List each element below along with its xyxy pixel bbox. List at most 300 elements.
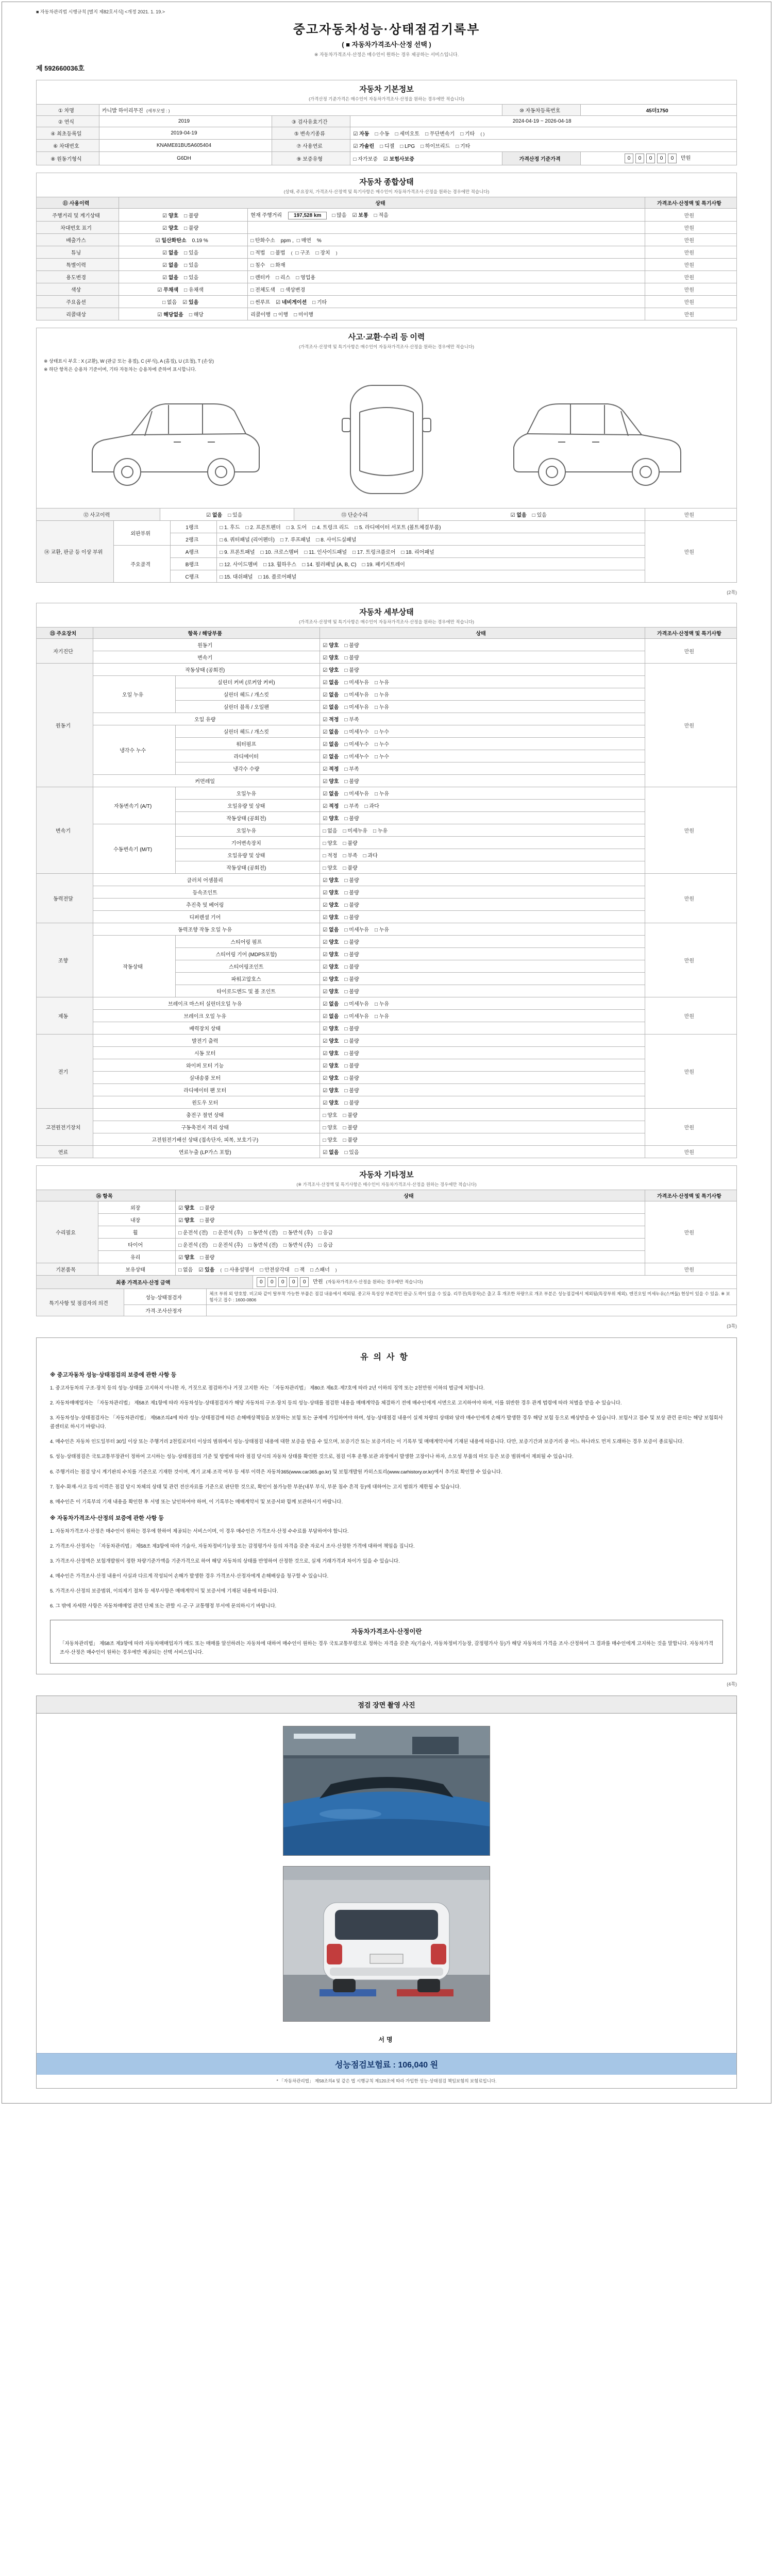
table-row bbox=[37, 936, 737, 948]
checkbox[interactable]: ☑ 없음 bbox=[162, 275, 179, 281]
text: ② 연식 bbox=[58, 120, 74, 125]
checkbox[interactable]: □ 누유 bbox=[374, 791, 390, 797]
page-marker-2: (2쪽) bbox=[727, 590, 737, 595]
checkbox[interactable]: □ 불량 bbox=[344, 1039, 359, 1044]
checkbox[interactable]: □ 불량 bbox=[344, 952, 359, 958]
checkbox[interactable]: □ 불량 bbox=[344, 816, 359, 822]
checkbox[interactable]: □ 해당 bbox=[189, 312, 204, 318]
checkbox[interactable]: □ 있음 bbox=[184, 275, 199, 281]
checkbox[interactable]: ☑ 양호 bbox=[323, 1039, 339, 1044]
text: ( ) bbox=[480, 131, 485, 137]
checkbox[interactable]: □ 자가보증 bbox=[353, 157, 378, 162]
checkbox[interactable]: ☑ 보험사보증 bbox=[383, 157, 414, 162]
cell bbox=[37, 1146, 93, 1158]
checkbox[interactable]: □ 누유 bbox=[373, 828, 388, 834]
checkbox[interactable]: □ 불량 bbox=[344, 1076, 359, 1081]
checkbox[interactable]: ☑ 없음 bbox=[323, 791, 339, 797]
checkbox[interactable]: □ 10. 크로스멤버 bbox=[260, 550, 299, 555]
text: (자동차가격조사·산정을 원하는 경우에만 적습니다) bbox=[326, 1279, 423, 1284]
checkbox[interactable]: □ 8. 사이드실패널 bbox=[316, 537, 357, 543]
checkbox[interactable]: □ 운전석 (후) bbox=[213, 1230, 243, 1236]
checkbox[interactable]: □ 불량 bbox=[344, 668, 359, 673]
text: ⑬ 단순수리 bbox=[341, 513, 368, 518]
checkbox[interactable]: □ 6. 쿼터패널 (리어펜더) bbox=[220, 537, 275, 543]
checkbox[interactable]: □ 있음 bbox=[228, 513, 243, 518]
checkbox[interactable]: □ 누수 bbox=[374, 754, 390, 760]
digit-box: 0 bbox=[300, 1277, 309, 1287]
text: 라디에이터 bbox=[233, 754, 259, 760]
checkbox[interactable]: □ 하이브리드 bbox=[421, 144, 450, 149]
checkbox[interactable]: □ 불량 bbox=[344, 964, 359, 970]
checkbox[interactable]: □ 16. 플로어패널 bbox=[258, 574, 297, 580]
text: 작동상태 (공회전) bbox=[185, 668, 225, 673]
checkbox[interactable]: □ 불량 bbox=[184, 213, 199, 219]
checkbox[interactable]: □ 렌터카 bbox=[250, 275, 271, 281]
cell bbox=[176, 849, 320, 861]
text: 연료누출 (LP가스 포함) bbox=[178, 1150, 231, 1156]
checkbox[interactable]: □ 부족 bbox=[344, 717, 359, 723]
checkbox[interactable]: ☑ 없음 bbox=[510, 513, 527, 518]
checkbox[interactable]: ☑ 없음 bbox=[162, 250, 179, 256]
checkbox[interactable]: ☑ 양호 bbox=[323, 1063, 339, 1069]
checkbox[interactable]: ☑ 양호 bbox=[323, 952, 339, 958]
checkbox[interactable]: ☑ 일산화탄소 bbox=[155, 238, 187, 244]
checkbox[interactable]: □ 영업용 bbox=[296, 275, 316, 281]
checkbox[interactable]: □ 양호 bbox=[323, 1138, 338, 1143]
checkbox[interactable]: ☑ 양호 bbox=[323, 977, 339, 982]
cell bbox=[171, 558, 217, 570]
section-detail-condition bbox=[36, 603, 737, 1158]
table-row bbox=[37, 509, 737, 521]
checkbox[interactable]: □ 불량 bbox=[344, 643, 359, 649]
checkbox[interactable]: ☑ 양호 bbox=[323, 668, 339, 673]
inspector-opinion-table bbox=[36, 1289, 737, 1316]
checkbox[interactable]: ☑ 보통 bbox=[352, 213, 368, 218]
checkbox[interactable]: □ 불량 bbox=[200, 1206, 215, 1211]
checkbox[interactable]: ☑ 양호 bbox=[323, 779, 339, 785]
checkbox[interactable]: □ 있음 bbox=[532, 513, 547, 518]
notice-item: 5. 가격조사·산정의 보증범위, 이의제기 절차 등 세부사항은 매매계약서 및 보증서에 기재된 내용에 따릅니다. bbox=[50, 1588, 278, 1595]
checkbox[interactable]: □ 7. 루프패널 bbox=[280, 537, 311, 543]
text: 실내송풍 모터 bbox=[189, 1076, 221, 1081]
checkbox[interactable]: ☑ 네비게이션 bbox=[276, 300, 307, 306]
checkbox[interactable]: □ 양호 bbox=[323, 1113, 338, 1118]
signature-label: 서명 bbox=[378, 2036, 395, 2043]
checkbox[interactable]: □ 불량 bbox=[200, 1255, 215, 1261]
checkbox[interactable]: □ 미세누유 bbox=[344, 927, 369, 933]
cell bbox=[645, 197, 736, 209]
checkbox[interactable]: □ 동반석 (전) bbox=[248, 1243, 278, 1248]
checkbox[interactable]: □ 미세누수 bbox=[344, 742, 369, 748]
text: 만원 bbox=[684, 300, 695, 306]
section-note-detail: (가격조사·산정액 및 특기사항은 매수인이 자동차가격조사·산정을 원하는 경우에만 적습니다) bbox=[299, 619, 474, 624]
cell bbox=[119, 209, 248, 222]
checkbox[interactable]: ☑ 양호 bbox=[323, 655, 339, 661]
checkbox[interactable]: ☑ 없음 bbox=[323, 1002, 339, 1007]
checkbox[interactable]: □ 불량 bbox=[344, 655, 359, 661]
checkbox[interactable]: □ 썬루프 bbox=[250, 300, 271, 306]
checkbox[interactable]: ☑ 없음 bbox=[206, 513, 223, 518]
cell bbox=[320, 701, 645, 713]
checkbox[interactable]: □ 불량 bbox=[200, 1218, 215, 1224]
checkbox[interactable]: ☑ 가솔린 bbox=[353, 144, 375, 149]
checkbox[interactable]: □ 불량 bbox=[343, 1113, 358, 1118]
checkbox[interactable]: □ 9. 프론트패널 bbox=[220, 550, 255, 555]
checkbox[interactable]: □ 미세누수 bbox=[344, 730, 369, 735]
cell bbox=[320, 713, 645, 725]
text: 만원 bbox=[684, 226, 695, 231]
checkbox[interactable]: ☑ 없음 bbox=[323, 705, 339, 710]
text: 변속기 bbox=[197, 655, 213, 661]
checkbox[interactable]: □ 기타 bbox=[456, 144, 470, 149]
insurance-footnote: * 「자동차관리법」 제58조의4 및 같은 법 시행규칙 제120조에 따라 가입한 성능·상태점검 책임보험의 보험료입니다. bbox=[276, 2078, 497, 2083]
checkbox[interactable]: ☑ 자동 bbox=[353, 131, 369, 137]
table-row bbox=[37, 824, 737, 837]
cell bbox=[37, 1201, 98, 1263]
text: ④ 최초등록일 bbox=[51, 131, 82, 137]
checkbox[interactable]: □ 불량 bbox=[344, 878, 359, 884]
text: 만원 bbox=[684, 513, 695, 518]
checkbox[interactable]: □ 적정 bbox=[323, 853, 338, 859]
checkbox[interactable]: □ 불량 bbox=[344, 1051, 359, 1057]
checkbox[interactable]: □ 미세누유 bbox=[344, 1002, 369, 1007]
checkbox[interactable]: □ 불량 bbox=[343, 1125, 358, 1131]
cell bbox=[176, 1251, 645, 1263]
checkbox[interactable]: □ 운전석 (전) bbox=[178, 1230, 208, 1236]
cell bbox=[98, 1214, 176, 1226]
text: ( bbox=[220, 1267, 222, 1273]
cell bbox=[320, 787, 645, 800]
checkbox[interactable]: □ 양호 bbox=[323, 1125, 338, 1131]
checkbox[interactable]: □ 동반석 (전) bbox=[248, 1230, 278, 1236]
checkbox[interactable]: □ 2. 프론트펜더 bbox=[245, 525, 281, 531]
checkbox[interactable]: □ 18. 리어패널 bbox=[401, 550, 434, 555]
checkbox[interactable]: ☑ 없음 bbox=[323, 692, 339, 698]
checkbox[interactable]: □ 14. 필러패널 (A, B, C) bbox=[302, 562, 357, 568]
label-cell bbox=[37, 209, 119, 222]
text: 만원 bbox=[684, 723, 695, 729]
checkbox[interactable]: □ 운전석 (후) bbox=[213, 1243, 243, 1248]
cell bbox=[176, 861, 320, 874]
checkbox[interactable]: □ 없음 bbox=[162, 300, 177, 306]
checkbox[interactable]: □ 부족 bbox=[344, 767, 359, 772]
cell bbox=[645, 1201, 736, 1263]
checkbox[interactable]: ☑ 없음 bbox=[323, 927, 339, 933]
checkbox[interactable]: □ 5. 라디에이터 서포트 (볼트체결부품) bbox=[355, 525, 441, 531]
notice-item: 7. 침수·화재·사고 등의 이력은 점검 당시 차체의 상태 및 관련 전산자료를 기준으로 판단한 것으로, 확인이 불가능한 부분(내부 부식, 부분 침수 흔적 등)에 대하여는 고지 범위가 제한될 수 있습니다. bbox=[50, 1484, 461, 1490]
checkbox[interactable]: □ 기타 bbox=[312, 300, 327, 306]
checkbox[interactable]: □ 불법 bbox=[271, 250, 285, 256]
cell bbox=[320, 775, 645, 787]
checkbox[interactable]: □ 운전석 (전) bbox=[178, 1243, 208, 1248]
checkbox[interactable]: □ 불량 bbox=[344, 1100, 359, 1106]
checkbox[interactable]: ☑ 양호 bbox=[178, 1255, 195, 1261]
checkbox[interactable]: □ 불량 bbox=[344, 779, 359, 785]
checkbox[interactable]: □ 동반석 (후) bbox=[283, 1230, 313, 1236]
checkbox[interactable]: □ 17. 트렁크플로어 bbox=[352, 550, 396, 555]
checkbox[interactable]: ☑ 양호 bbox=[323, 903, 339, 908]
checkbox[interactable]: □ 없음 bbox=[178, 1267, 193, 1273]
checkbox[interactable]: □ 미세누유 bbox=[344, 692, 369, 698]
checkbox[interactable]: ☑ 무채색 bbox=[157, 287, 179, 293]
text: 원동기 bbox=[56, 723, 71, 729]
checkbox[interactable]: □ 이행 bbox=[273, 312, 289, 318]
checkbox[interactable]: □ 누유 bbox=[374, 705, 390, 710]
checkbox[interactable]: □ 미세누유 bbox=[344, 680, 369, 686]
checkbox[interactable]: □ 미세누유 bbox=[343, 828, 367, 834]
notice-title: 유의사항 bbox=[360, 1353, 413, 1362]
checkbox[interactable]: ☑ 양호 bbox=[162, 213, 179, 219]
checkbox[interactable]: □ 부족 bbox=[344, 804, 359, 809]
cell bbox=[176, 688, 320, 701]
exchange-panel-table bbox=[36, 520, 737, 583]
checkbox[interactable]: □ 잭 bbox=[295, 1267, 305, 1273]
cell bbox=[320, 849, 645, 861]
checkbox[interactable]: ☑ 양호 bbox=[323, 1100, 339, 1106]
checkbox[interactable]: □ 불량 bbox=[344, 890, 359, 896]
text: 파워고압호스 bbox=[231, 977, 261, 982]
text: 수동변속기 (M/T) bbox=[113, 847, 153, 853]
cell bbox=[114, 546, 171, 583]
table-row bbox=[37, 1201, 737, 1214]
text: 실린더 커버 (로커암 커버) bbox=[217, 680, 275, 686]
digit-box: 0 bbox=[646, 154, 655, 163]
cell bbox=[93, 1010, 320, 1022]
checkbox[interactable]: ☑ 양호 bbox=[323, 1076, 339, 1081]
checkbox[interactable]: ☑ 양호 bbox=[323, 1051, 339, 1057]
checkbox[interactable]: □ 없음 bbox=[323, 828, 338, 834]
final-price-table bbox=[36, 1275, 737, 1289]
checkbox[interactable]: □ 사용설명서 bbox=[225, 1267, 255, 1273]
table-row bbox=[37, 1289, 737, 1305]
checkbox[interactable]: □ 화재 bbox=[271, 263, 285, 268]
checkbox[interactable]: ☑ 양호 bbox=[323, 1088, 339, 1094]
unit-label: 만원 bbox=[313, 1279, 323, 1285]
checkbox[interactable]: □ 있음 bbox=[184, 263, 199, 268]
table-row bbox=[37, 874, 737, 886]
text: 브레이크 마스터 실린더오일 누유 bbox=[167, 1002, 242, 1007]
cell bbox=[320, 1022, 645, 1035]
text: 만원 bbox=[684, 1125, 695, 1131]
checkbox[interactable]: □ 누유 bbox=[374, 927, 390, 933]
checkbox[interactable]: ☑ 양호 bbox=[178, 1206, 195, 1211]
checkbox[interactable]: ☑ 없음 bbox=[323, 730, 339, 735]
checkbox[interactable]: □ 디젤 bbox=[380, 144, 395, 149]
checkbox[interactable]: □ 양호 bbox=[323, 841, 338, 846]
checkbox[interactable]: ☑ 양호 bbox=[323, 940, 339, 945]
checkbox[interactable]: □ 부족 bbox=[343, 853, 358, 859]
checkbox[interactable]: □ 불량 bbox=[344, 1088, 359, 1094]
checkbox[interactable]: □ 유채색 bbox=[184, 287, 204, 293]
checkbox[interactable]: □ 적법 bbox=[250, 250, 265, 256]
cell bbox=[502, 152, 580, 165]
checkbox[interactable]: □ 과다 bbox=[364, 804, 379, 809]
cell bbox=[320, 676, 645, 688]
checkbox[interactable]: □ 누유 bbox=[374, 1002, 390, 1007]
checkbox[interactable]: □ 미세누유 bbox=[344, 791, 369, 797]
cell bbox=[99, 127, 272, 140]
cell bbox=[320, 1047, 645, 1059]
checkbox[interactable]: □ 세미오토 bbox=[395, 131, 420, 137]
checkbox[interactable]: □ 불량 bbox=[344, 940, 359, 945]
car-diagram-right bbox=[507, 380, 692, 499]
text: 클러치 어셈블리 bbox=[187, 878, 223, 884]
checkbox[interactable]: ☑ 양호 bbox=[323, 643, 339, 649]
checkbox[interactable]: □ LPG bbox=[400, 144, 415, 149]
text: G6DH bbox=[177, 156, 191, 161]
notice-item: 4. 매수인은 가격조사·산정 내용이 사실과 다르게 작성되어 손해가 발생한 경우 가격조사·산정자에게 손해배상을 청구할 수 있습니다. bbox=[50, 1573, 329, 1580]
cell bbox=[37, 1035, 93, 1109]
cell bbox=[99, 105, 502, 116]
checkbox[interactable]: □ 동반석 (후) bbox=[283, 1243, 313, 1248]
checkbox[interactable]: □ 3. 도어 bbox=[286, 525, 307, 531]
text: 고전원전기배선 상태 (접속단자, 피복, 보호기구) bbox=[152, 1138, 259, 1143]
text: 만원 bbox=[684, 238, 695, 244]
text: 가격산정 기준가격 bbox=[519, 157, 561, 162]
checkbox[interactable]: ☑ 있음 bbox=[198, 1267, 215, 1273]
checkbox[interactable]: ☑ 없음 bbox=[323, 754, 339, 760]
table-row bbox=[37, 1133, 737, 1146]
cell bbox=[320, 750, 645, 762]
text: 조향 bbox=[58, 958, 69, 964]
checkbox[interactable]: □ 불량 bbox=[343, 866, 358, 871]
checkbox[interactable]: ☑ 양호 bbox=[323, 878, 339, 884]
checkbox[interactable]: □ 기타 bbox=[460, 131, 475, 137]
checkbox[interactable]: ☑ 적정 bbox=[323, 767, 339, 772]
cell bbox=[320, 738, 645, 750]
checkbox[interactable]: ☑ 없음 bbox=[162, 263, 179, 268]
checkbox[interactable]: □ 4. 트렁크 리드 bbox=[312, 525, 349, 531]
value-box: 197,528 km bbox=[288, 212, 327, 219]
checkbox[interactable]: □ 침수 bbox=[250, 263, 265, 268]
checkbox[interactable]: □ 누수 bbox=[374, 742, 390, 748]
checkbox[interactable]: □ 안전삼각대 bbox=[260, 1267, 290, 1273]
checkbox[interactable]: □ 불량 bbox=[344, 903, 359, 908]
checkbox[interactable]: □ 응급 bbox=[318, 1243, 333, 1248]
checkbox[interactable]: □ 12. 사이드멤버 bbox=[220, 562, 258, 568]
checkbox[interactable]: □ 많음 bbox=[332, 213, 347, 218]
cell bbox=[93, 1035, 320, 1047]
checkbox[interactable]: □ 11. 인사이드패널 bbox=[304, 550, 347, 555]
checkbox[interactable]: □ 색상변경 bbox=[280, 287, 306, 293]
checkbox[interactable]: ☑ 없음 bbox=[323, 680, 339, 686]
checkbox[interactable]: □ 장치 bbox=[315, 250, 330, 256]
checkbox[interactable]: □ 불량 bbox=[184, 226, 199, 231]
checkbox[interactable]: □ 불량 bbox=[344, 989, 359, 995]
checkbox[interactable]: □ 매연 bbox=[296, 238, 311, 244]
cell bbox=[176, 800, 320, 812]
checkbox[interactable]: □ 미세누유 bbox=[344, 1014, 369, 1020]
cell bbox=[320, 1059, 645, 1072]
cell bbox=[320, 639, 645, 651]
status-code-legend: ※ 상태표시 부호 : X (교환), W (판금 또는 용접), C (부식), A (흠집), U (요철), T (손상) bbox=[44, 359, 214, 364]
text: 만원 bbox=[684, 1070, 695, 1075]
checkbox[interactable]: ☑ 없음 bbox=[323, 742, 339, 748]
checkbox[interactable]: □ 누유 bbox=[374, 1014, 390, 1020]
text: 만원 bbox=[684, 550, 695, 555]
checkbox[interactable]: □ 무단변속기 bbox=[425, 131, 455, 137]
text: ⑥ 차대번호 bbox=[53, 144, 79, 149]
checkbox[interactable]: □ 있음 bbox=[184, 250, 199, 256]
text: ) bbox=[335, 250, 338, 256]
checkbox[interactable]: □ 불량 bbox=[343, 1138, 358, 1143]
checkbox[interactable]: □ 탄화수소 bbox=[250, 238, 275, 244]
checkbox[interactable]: □ 불량 bbox=[344, 1026, 359, 1032]
checkbox[interactable]: ☑ 없음 bbox=[323, 1014, 339, 1020]
checkbox[interactable]: □ 누유 bbox=[374, 692, 390, 698]
cell bbox=[320, 628, 645, 639]
cell bbox=[248, 308, 645, 320]
checkbox[interactable]: □ 13. 휠하우스 bbox=[263, 562, 297, 568]
checkbox[interactable]: □ 미이행 bbox=[294, 312, 313, 318]
checkbox[interactable]: ☑ 양호 bbox=[178, 1218, 195, 1224]
cell bbox=[645, 283, 736, 296]
checkbox[interactable]: □ 미세누수 bbox=[344, 754, 369, 760]
checkbox[interactable]: ☑ 양호 bbox=[323, 816, 339, 822]
table-row bbox=[37, 521, 737, 533]
checkbox[interactable]: □ 수동 bbox=[375, 131, 390, 137]
label-cell bbox=[37, 509, 160, 521]
checkbox[interactable]: ☑ 해당없음 bbox=[157, 312, 183, 318]
cell bbox=[93, 923, 320, 936]
checkbox[interactable]: □ 불량 bbox=[344, 977, 359, 982]
checkbox[interactable]: ☑ 양호 bbox=[162, 226, 179, 231]
checkbox[interactable]: □ 불량 bbox=[344, 915, 359, 921]
text: 가격조사·산정액 및 특기사항 bbox=[657, 631, 721, 637]
checkbox[interactable]: □ 있음 bbox=[344, 1150, 359, 1156]
cell bbox=[124, 1305, 207, 1316]
checkbox[interactable]: ☑ 없음 bbox=[323, 1150, 339, 1156]
cell bbox=[645, 521, 736, 583]
checkbox[interactable]: ☑ 양호 bbox=[323, 915, 339, 921]
checkbox[interactable]: □ 스패너 bbox=[310, 1267, 330, 1273]
checkbox[interactable]: □ 과다 bbox=[363, 853, 378, 859]
title-block bbox=[36, 19, 737, 58]
text: 만원 bbox=[684, 250, 695, 256]
checkbox[interactable]: ☑ 양호 bbox=[323, 989, 339, 995]
cell bbox=[93, 1072, 320, 1084]
checkbox[interactable]: □ 양호 bbox=[323, 866, 338, 871]
checkbox[interactable]: ☑ 양호 bbox=[323, 964, 339, 970]
checkbox[interactable]: ☑ 있음 bbox=[182, 300, 199, 306]
checkbox[interactable]: □ 불량 bbox=[343, 841, 358, 846]
section-note-accident: (가격조사·산정액 및 특기사항은 매수인이 자동차가격조사·산정을 원하는 경우에만 적습니다) bbox=[299, 344, 474, 349]
checkbox[interactable]: ☑ 적정 bbox=[323, 804, 339, 809]
checkbox[interactable]: □ 전체도색 bbox=[250, 287, 275, 293]
checkbox[interactable]: □ 불량 bbox=[344, 1063, 359, 1069]
checkbox[interactable]: ☑ 양호 bbox=[323, 890, 339, 896]
text: 휠 bbox=[132, 1230, 138, 1236]
text: 시동 모터 bbox=[194, 1051, 216, 1057]
section-title-etc: 자동차 기타정보 bbox=[359, 1171, 414, 1179]
checkbox[interactable]: ☑ 양호 bbox=[323, 1026, 339, 1032]
checkbox[interactable]: □ 적음 bbox=[374, 213, 389, 218]
checkbox[interactable]: □ 리스 bbox=[276, 275, 291, 281]
checkbox[interactable]: □ 누수 bbox=[374, 730, 390, 735]
checkbox[interactable]: □ 미세누유 bbox=[344, 705, 369, 710]
checkbox[interactable]: □ 응급 bbox=[318, 1230, 333, 1236]
checkbox[interactable]: □ 누유 bbox=[374, 680, 390, 686]
checkbox[interactable]: □ 19. 패키지트레이 bbox=[362, 562, 405, 568]
checkbox[interactable]: □ 구조 bbox=[295, 250, 310, 256]
text: 0.19 % bbox=[192, 238, 208, 244]
checkbox[interactable]: □ 1. 후드 bbox=[220, 525, 240, 531]
checkbox[interactable]: □ 15. 대쉬패널 bbox=[220, 574, 253, 580]
table-row bbox=[37, 271, 737, 283]
cell bbox=[98, 1239, 176, 1251]
checkbox[interactable]: ☑ 적정 bbox=[323, 717, 339, 723]
cell bbox=[320, 800, 645, 812]
